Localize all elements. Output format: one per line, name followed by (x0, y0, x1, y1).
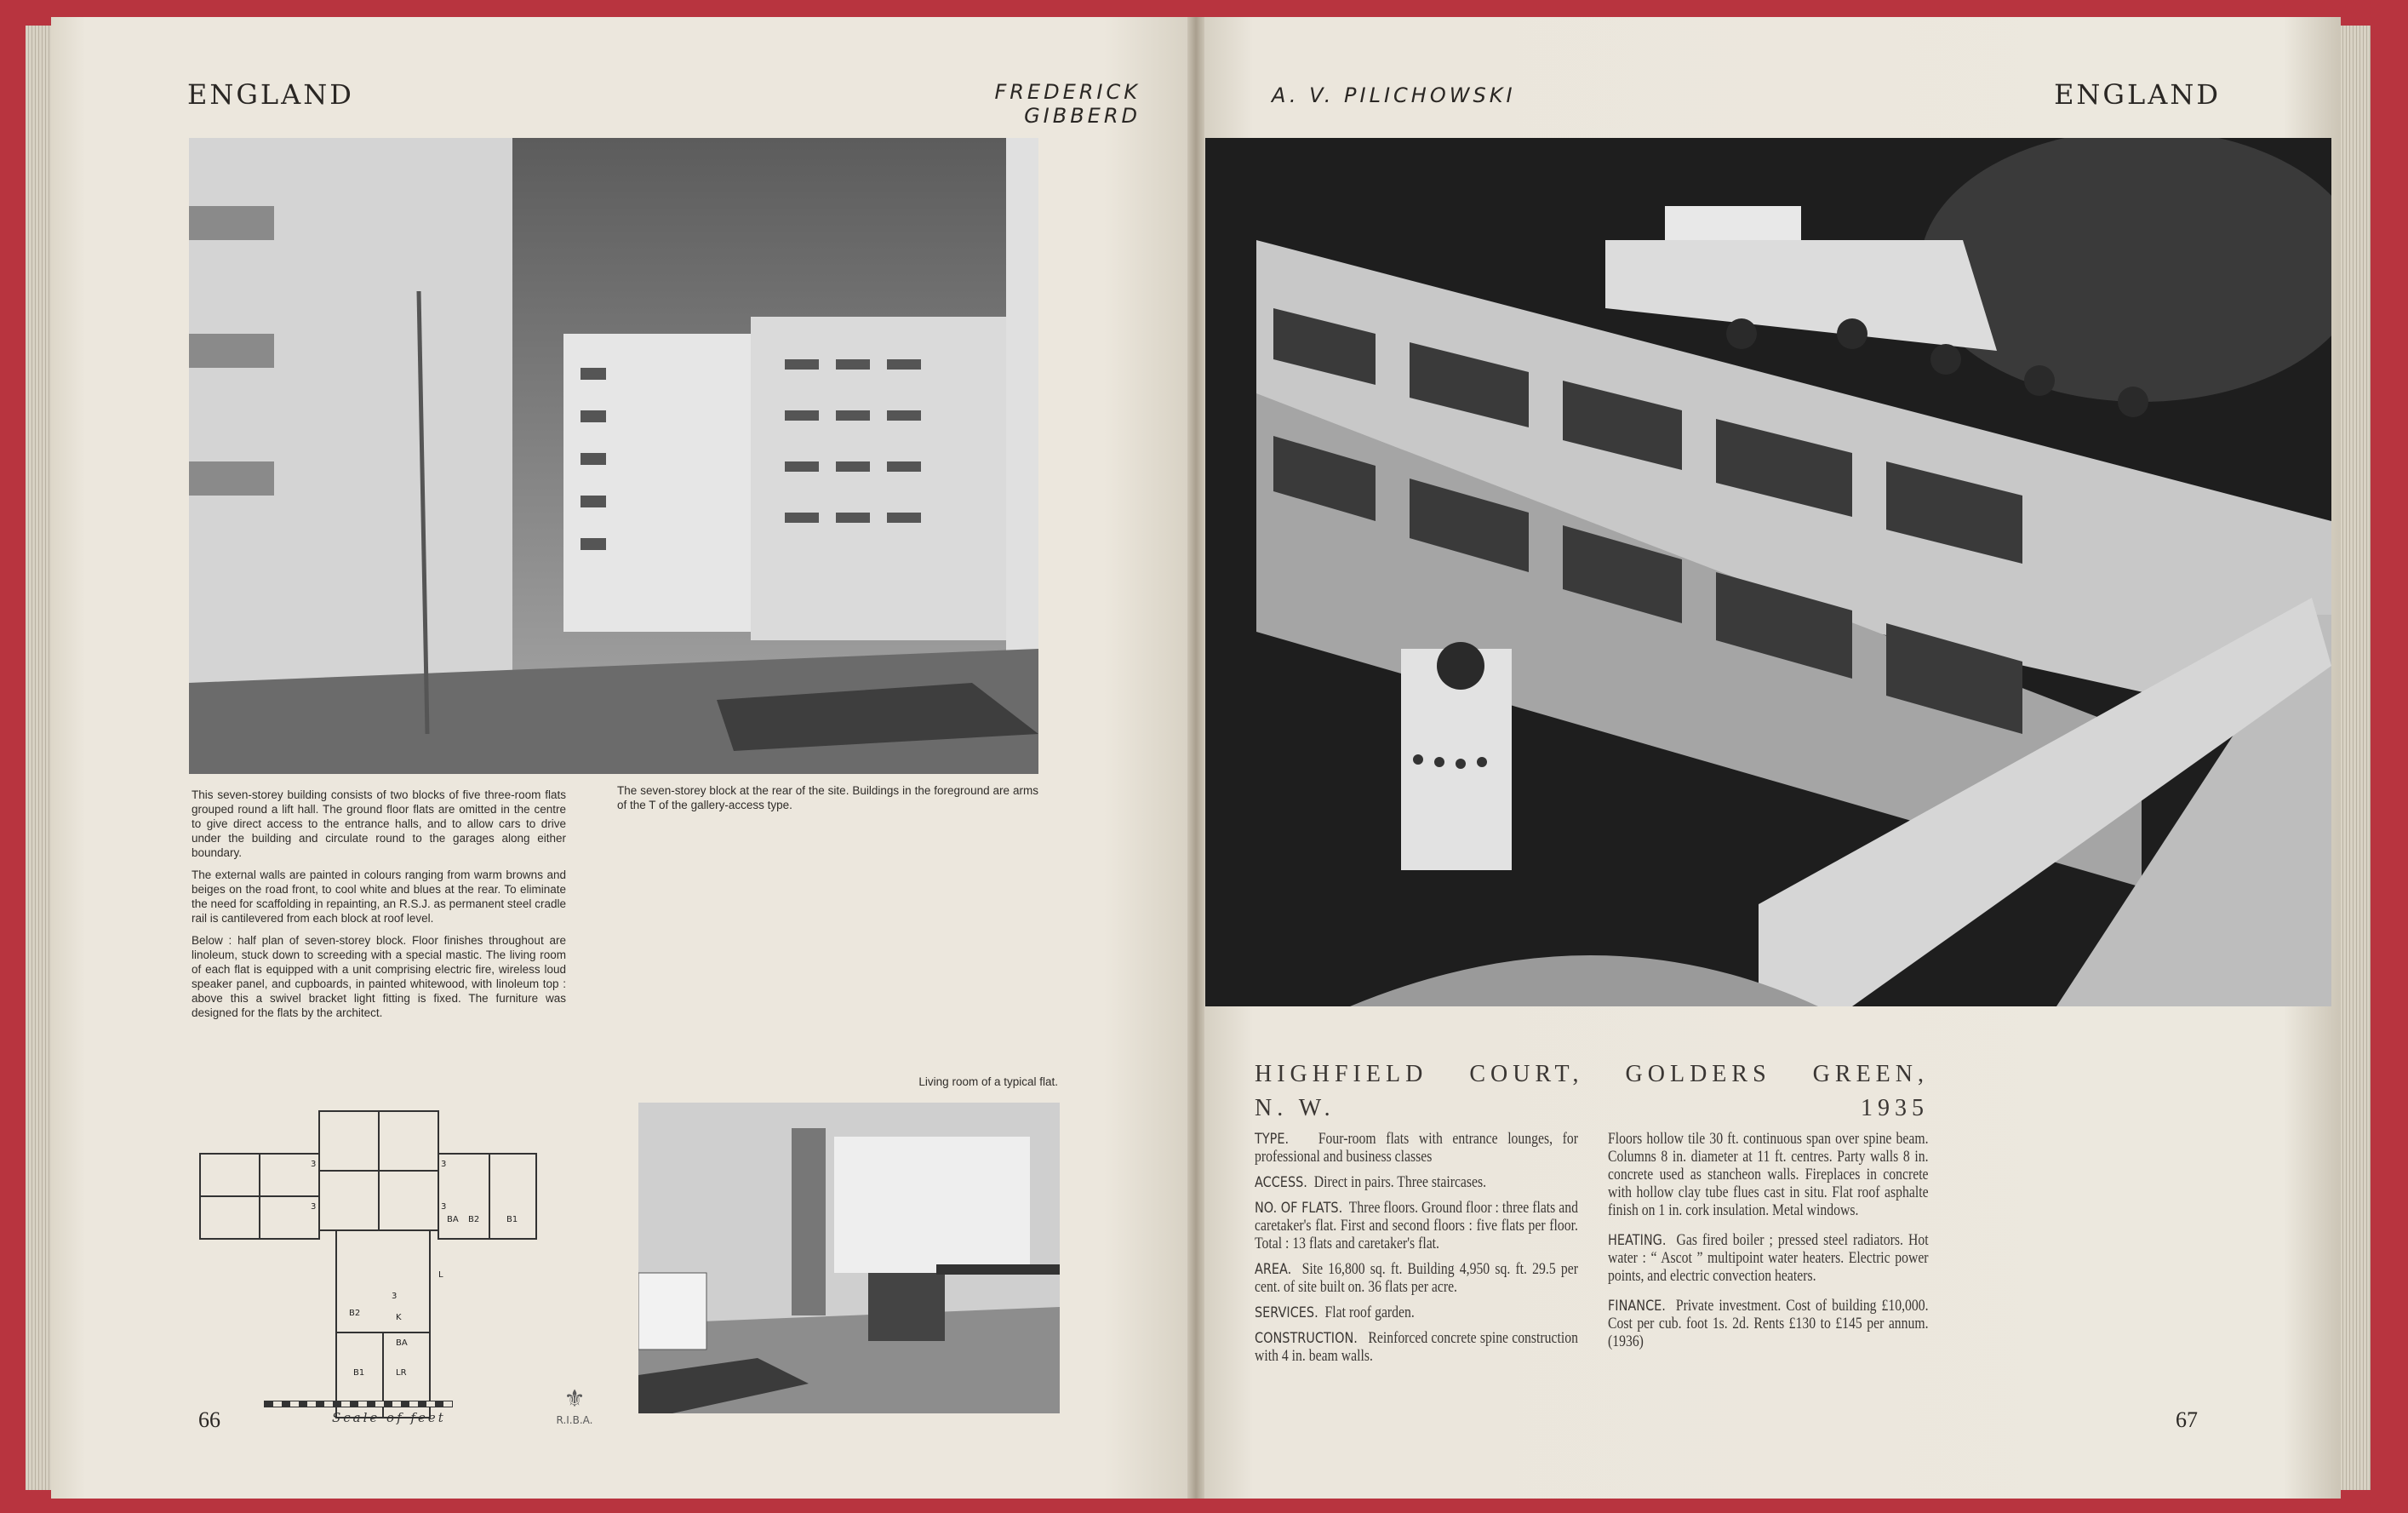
running-head-country-left: ENGLAND (187, 78, 354, 111)
svg-text:L: L (438, 1270, 443, 1280)
stamp-text: R.I.B.A. (556, 1414, 593, 1426)
caption-photo: The seven-storey block at the rear of the site. Buildings in the foreground are arms of the T of the gallery-access type. (617, 784, 1038, 811)
svg-text:3: 3 (311, 1202, 317, 1212)
specs-column-1 (1255, 1131, 1578, 1373)
svg-text:3: 3 (441, 1202, 447, 1212)
page-edges-right (2337, 26, 2371, 1490)
svg-text:K: K (396, 1313, 402, 1322)
svg-text:B1: B1 (506, 1215, 518, 1224)
title-line-1: HIGHFIELD COURT, GOLDERS GREEN, (1255, 1061, 1929, 1087)
spec-access: ACCESS. Direct in pairs. Three staircases. (1255, 1174, 1487, 1191)
spec-type: TYPE. Four-room flats with entrance lounges, for professional and business classes (1255, 1131, 1578, 1166)
caption-paragraph: The external walls are painted in colours ranging from warm browns and beiges on the road front, to cool white and blues at the rear. To eliminate the need for scaffolding in repainting, an R.S.J. as permanent steel cradle rail is cantilevered from each block at roof level. (192, 868, 566, 925)
title-year: 1935 (1861, 1095, 1929, 1121)
running-head-country-right: ENGLAND (2054, 78, 2221, 111)
svg-text:3: 3 (311, 1160, 317, 1169)
spec-heating: HEATING. Gas fired boiler ; pressed steel radiators. Hot water : “ Ascot ” multipoint water heaters. Electric power points, and electric convection heaters. (1608, 1232, 1929, 1285)
page-number-right: 67 (2176, 1407, 2198, 1432)
building-title (1255, 1057, 1929, 1126)
spec-construction-cont: Floors hollow tile 30 ft. continuous span over spine beam. Columns 8 in. diameter at 11 ft. centres. Party walls 8 in. concrete used as stancheon walls. Fireplaces in concrete with hollow clay tube flues cast in situ. Flat roof asphalte finish on 1 in. cork insulation. Metal windows. (1608, 1131, 1929, 1219)
floor-plan (192, 1103, 545, 1429)
svg-text:BA: BA (447, 1215, 459, 1224)
book-gutter (1187, 17, 1204, 1499)
svg-text:B1: B1 (353, 1368, 365, 1378)
running-head-architect-right: A. V. PILICHOWSKI (1272, 83, 1516, 107)
svg-text:3: 3 (392, 1292, 398, 1301)
spec-no-of-flats: NO. OF FLATS. Three floors. Ground floor : three flats and caretaker's flat. First and second floors : five flats per floor. Total : 13 flats and caretaker's flat. (1255, 1200, 1578, 1252)
photo-highfield-court (1205, 138, 2331, 1006)
caption-paragraph: This seven-storey building consists of two blocks of five three-room flats grouped round a lift hall. The ground floor flats are omitted in the centre to give direct access to the entrance halls, and to allow cars to drive under the building and circulate round to the garages along either boundary. (192, 788, 566, 859)
running-head-architect-left: FREDERICK GIBBERD (994, 80, 1141, 128)
caption-main (192, 788, 566, 1028)
photo-living-room (638, 1103, 1060, 1413)
spec-area: AREA. Site 16,800 sq. ft. Building 4,950 sq. ft. 29.5 per cent. of site built on. 36 flats per acre. (1255, 1261, 1578, 1296)
crest-icon: ⚜ (563, 1384, 586, 1413)
scale-bar (264, 1401, 453, 1407)
caption-paragraph: Below : half plan of seven-storey block. Floor finishes throughout are linoleum, stuck down to screeding with a special mastic. The living room of each flat is equipped with a unit comprising electric fire, wireless loud speaker panel, and cupboards, in painted whitewood, with linoleum top : above this a swivel bracket light fitting is fixed. The furniture was designed for the flats by the architect. (192, 934, 566, 1019)
specs-column-2 (1608, 1131, 1929, 1359)
spec-construction: CONSTRUCTION. Reinforced concrete spine construction with 4 in. beam walls. (1255, 1330, 1578, 1365)
svg-text:B2: B2 (468, 1215, 480, 1224)
scale-label: Scale of feet (332, 1410, 446, 1425)
page-number-left: 66 (198, 1407, 220, 1432)
svg-text:3: 3 (441, 1160, 447, 1169)
photo-building-rear (189, 138, 1038, 774)
spec-services: SERVICES. Flat roof garden. (1255, 1304, 1415, 1321)
caption-living-room: Living room of a typical flat. (918, 1075, 1058, 1088)
spec-finance: FINANCE. Private investment. Cost of building £10,000. Cost per cub. foot 1s. 2d. Rents £130 to £145 per annum. (1936) (1608, 1298, 1929, 1350)
riba-stamp (545, 1384, 604, 1435)
svg-text:BA: BA (396, 1338, 408, 1348)
title-location: N. W. (1255, 1095, 1336, 1121)
svg-text:LR: LR (396, 1368, 407, 1378)
svg-text:B2: B2 (349, 1309, 361, 1318)
